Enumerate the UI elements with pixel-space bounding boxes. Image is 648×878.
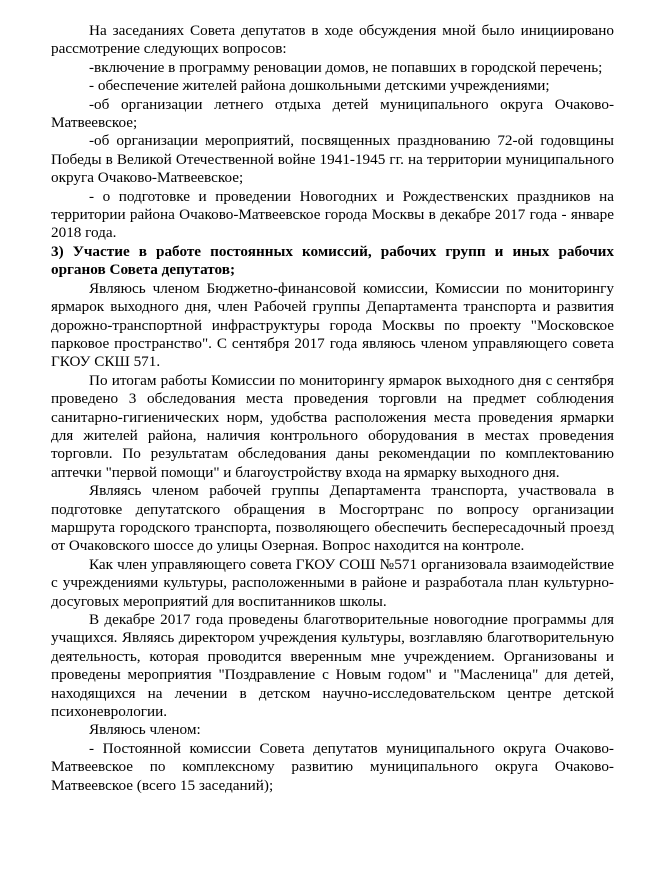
list-item-victory-day: -об организации мероприятий, посвященных празднованию 72-ой годовщины Победы в Великой Отечественной войне 1941-1945 гг. на территории муниципального округа Очаково-Матвеевское; bbox=[51, 132, 614, 187]
list-item-renovation: -включение в программу реновации домов, не попавших в городской перечень; bbox=[89, 58, 603, 76]
paragraph-initiated-issues-intro: На заседаниях Совета депутатов в ходе обсуждения мной было инициировано рассмотрение следующих вопросов: bbox=[51, 22, 614, 58]
list-item-preschool: - обеспечение жителей района дошкольными детскими учреждениями; bbox=[89, 77, 550, 95]
paragraph-transport-group: Являясь членом рабочей группы Департамента транспорта, участвовала в подготовке депутатского обращения в Мосгортранс по вопросу организации маршрута городского транспорта, позволяющего обеспечить беспересадочный проезд от Очаковского шоссе до улицы Озерная. Вопрос находится на контроле. bbox=[51, 482, 614, 555]
list-item-summer-rest: -об организации летнего отдыха детей муниципального округа Очаково-Матвеевское; bbox=[51, 95, 614, 132]
paragraph-charity: В декабре 2017 года проведены благотворительные новогодние программы для учащихся. Являясь директором учреждения культуры, возглавляю благотворительную деятельность, которая проводится вверенным мне учреждением. Организованы и проведены мероприятия "Поздравление с Новым годом" и "Масленица" для детей, находящихся на лечении в детском научно-исследовательском центре детской психоневрологии. bbox=[51, 611, 614, 721]
paragraph-fair-monitoring: По итогам работы Комиссии по мониторингу ярмарок выходного дня с сентября проведено 3 обследования места проведения торговли на предмет соблюдения санитарно-гигиенических норм, удобства расположения места проведения ярмарки для жителей района, наличия контрольного оборудования в местах проведения торговли. По результатам обследования даны рекомендации по комплектованию аптечки "первой помощи" и благоустройству входа на ярмарку выходного дня. bbox=[51, 371, 614, 481]
section-heading-3: 3) Участие в работе постоянных комиссий, рабочих групп и иных рабочих органов Совета депутатов; bbox=[51, 242, 614, 279]
list-item-new-year: - о подготовке и проведении Новогодних и Рождественских праздников на территории района Очаково-Матвеевское города Москвы в декабре 2017 года - январе 2018 года. bbox=[51, 187, 614, 242]
paragraph-school-council: Как член управляющего совета ГКОУ СОШ №571 организовала взаимодействие с учреждениями культуры, расположенными в районе и разработала план культурно-досуговых мероприятий для воспитанников школы. bbox=[51, 555, 614, 610]
list-item-standing-commission: - Постоянной комиссии Совета депутатов муниципального округа Очаково-Матвеевское по комплексному развитию муниципального округа Очаково-Матвеевское (всего 15 заседаний); bbox=[51, 739, 614, 794]
paragraph-member-of: Являюсь членом: bbox=[89, 721, 201, 739]
paragraph-memberships: Являюсь членом Бюджетно-финансовой комиссии, Комиссии по мониторингу ярмарок выходного дня, член Рабочей группы Департамента транспорта и развития дорожно-транспортной инфраструктуры города Москвы по проекту "Московское парковое пространство". С сентября 2017 года являюсь членом управляющего совета ГКОУ СКШ 571. bbox=[51, 279, 614, 371]
